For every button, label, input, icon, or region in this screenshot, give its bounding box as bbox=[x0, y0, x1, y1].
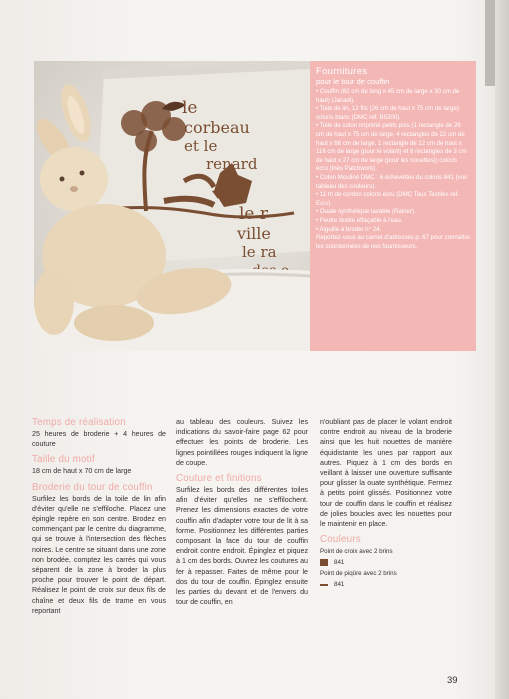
photo-text-line6: ville bbox=[237, 224, 271, 243]
legend-label-backstitch: Point de piqûre avec 2 brins bbox=[320, 570, 397, 578]
size-text: 18 cm de haut x 70 cm de large bbox=[32, 467, 132, 476]
text-column-2 bbox=[176, 417, 308, 612]
brown-line-icon bbox=[320, 584, 328, 586]
embroidery-heading: Broderie du tour de couffin bbox=[32, 481, 153, 493]
supplies-note: Reportez-vous au carnet d'adresses p. 67 pour connaître les coordonnées de nos fournisseurs. bbox=[316, 234, 470, 250]
legend-row-backstitch bbox=[320, 579, 452, 590]
time-text: 25 heures de broderie + 4 heures de couture bbox=[32, 430, 166, 449]
supplies-title: Fournitures bbox=[316, 66, 368, 77]
legend-code: 841 bbox=[334, 559, 345, 567]
legend-label-cross-stitch: Point de croix avec 2 brins bbox=[320, 548, 393, 556]
finishing-heading: Couture et finitions bbox=[176, 473, 262, 485]
size-heading: Taille du motif bbox=[32, 454, 95, 466]
supplies-item: • Ouate synthétique lavable (Rainer). bbox=[316, 208, 416, 216]
supplies-subtitle: pour le tour de couffin bbox=[316, 77, 390, 86]
supplies-item: • Toile de coton imprimé petits pois (1 rectangle de 26 cm de haut x 75 cm de large, 4 rectangles de 22 cm de haut x 66 cm de large, 1 rectangle de 12 cm de haut x 116 cm de large (pour le volant) et 8 rectangles de 3 cm de haut x 27 cm de large (pour les nouettes)) coloris écru (Inès Patchwork). bbox=[316, 122, 467, 173]
time-heading: Temps de réalisation bbox=[32, 417, 126, 428]
photo-text-et-le: et le bbox=[184, 137, 218, 155]
text-column-3 bbox=[320, 417, 452, 590]
supplies-item: • 11 m de cordon coloris écru (DMC Tous Textiles réf. Ecru). bbox=[316, 191, 460, 207]
page-number: 39 bbox=[447, 675, 458, 686]
colors-heading: Couleurs bbox=[320, 534, 361, 546]
finishing-text: Surfilez les bords des différentes toiles afin d'éviter qu'elles ne s'effilochent. Prenez les dimensions exactes de votre couffin afin d'adapter votre tour de lit à sa forme. Positionnez les différentes parties composant la face du tour de couffin endroit contre endroit. Épinglez et piquez à 1 cm des bords. Ouvrez les coutures au fer à repasser. Faites de même pour le dos du tour de couffin. Épinglez ensuite les parties du devant et de l'envers du tour de couffin, en bbox=[176, 486, 308, 607]
page-gutter bbox=[495, 0, 509, 699]
supplies-box bbox=[310, 61, 476, 351]
legend-row-cross-stitch bbox=[320, 557, 452, 568]
supplies-item: • Feutre textile effaçable à l'eau. bbox=[316, 216, 403, 224]
supplies-item: • Aiguille à broder n° 24. bbox=[316, 225, 382, 233]
supplies-item: • Coton Mouliné DMC : 6 échevettes du coloris 841 (voir tableau des couleurs). bbox=[316, 173, 468, 190]
color-legend bbox=[320, 546, 452, 590]
photo-text-corbeau: corbeau bbox=[184, 118, 250, 137]
embroidery-text: Surfilez les bords de la toile de lin afin d'éviter qu'elle ne s'effiloche. Placez une épingle repère en son centre. Brodez en commençant par le centre du diagramme, qui se trouve à l'intersection des flèches noires. Le centre se situant dans une zone non brodée, comptez les carrés qui vous séparent de la zone à broder la plus proche pour trouver le point de départ. Réalisez le point de croix sur deux fils de chaîne et deux fils de trame en vous reportant bbox=[32, 494, 166, 615]
photo-text-le: le bbox=[182, 98, 198, 118]
legend-code: 841 bbox=[334, 581, 345, 589]
supplies-item: • Couffin (82 cm de long x 45 cm de large x 30 cm de haut) (Jacadi). bbox=[316, 88, 460, 104]
brown-swatch-icon bbox=[320, 559, 328, 566]
photo-text-line5: le r bbox=[239, 204, 269, 224]
embroidery-text-continued: au tableau des couleurs. Suivez les indications du savoir-faire page 62 pour effectuer les points de broderie. Les lignes pointillées rouges indiquent la ligne de coupe. bbox=[176, 418, 308, 467]
supplies-item: • Toile de lin, 12 fils (26 cm de haut x 75 cm de large) coloris blanc (DMC réf. B5200). bbox=[316, 105, 459, 121]
photo-text-line7: le ra bbox=[242, 243, 277, 261]
project-photo bbox=[34, 61, 310, 351]
text-column-1 bbox=[32, 417, 166, 621]
page-edge-tab bbox=[485, 0, 495, 86]
photo-illustration bbox=[34, 61, 310, 351]
finishing-text-continued: n'oubliant pas de placer le volant endroit contre endroit au niveau de la broderie ainsi que les huit nouettes de manière équidistante les unes par rapport aux autres. Piquez à 1 cm des bords en veillant à laisser une ouverture suffisante pour glisser la ouate synthétique. Fermez à petits point glissés. Positionnez votre tour de couffin dans le couffin et réalisez de jolies boucles avec les nouettes pour le maintenir en place. bbox=[320, 418, 452, 529]
photo-text-renard: renard bbox=[206, 155, 258, 173]
